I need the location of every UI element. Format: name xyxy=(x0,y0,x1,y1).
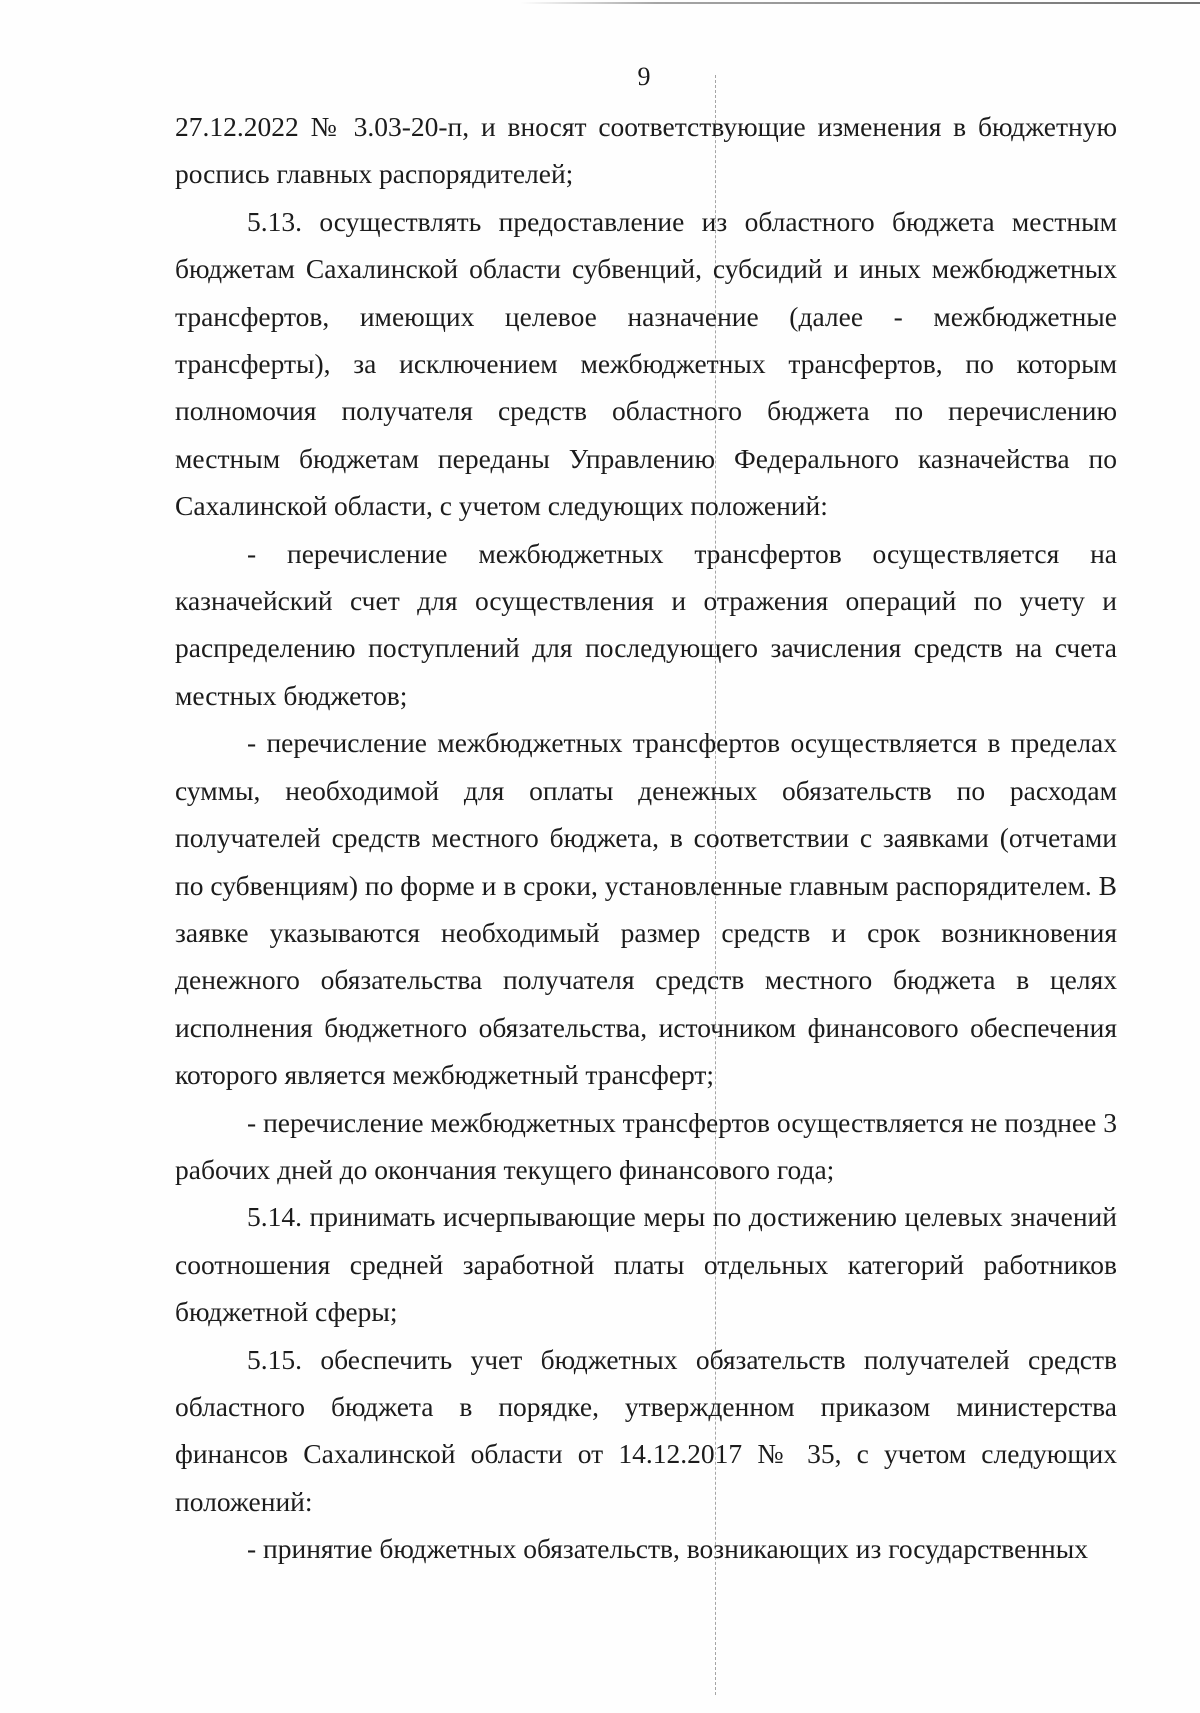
paragraph-bullet-2: - перечисление межбюджетных трансфертов осуществляется в пределах суммы, необходимой для оплаты денежных обязательств по расходам получателей средств местного бюджета, в соответствии с заявками (отчетами по субвенциям) по форме и в сроки, установленные главным распорядителем. В заявке указываются необходимый размер средств и срок возникновения денежного обязательства получателя средств местного бюджета в целях исполнения бюджетного обязательства, источником финансового обеспечения которого является межбюджетный трансферт; xyxy=(175,727,1117,1091)
paragraph-bullet-4: - принятие бюджетных обязательств, возникающих из государственных xyxy=(247,1533,1088,1565)
paragraph-continuation: 27.12.2022 № 3.03-20-п, и вносят соответствующие изменения в бюджетную роспись главных распорядителей; xyxy=(175,111,1117,190)
paragraph-5-13: 5.13. осуществлять предоставление из областного бюджета местным бюджетам Сахалинской области субвенций, субсидий и иных межбюджетных трансфертов, имеющих целевое назначение (далее - межбюджетные трансферты), за исключением межбюджетных трансфертов, по которым полномочия получателя средств областного бюджета по перечислению местным бюджетам переданы Управлению Федерального казначейства по Сахалинской области, с учетом следующих положений: xyxy=(175,205,1117,522)
paragraph-bullet-1: - перечисление межбюджетных трансфертов осуществляется на казначейский счет для осуществления и отражения операций по учету и распределению поступлений для последующего зачисления средств на счета местных бюджетов; xyxy=(175,537,1117,711)
document-body xyxy=(175,103,1117,1573)
top-edge-rule xyxy=(520,2,1200,4)
paragraph-5-14: 5.14. принимать исчерпывающие меры по достижению целевых значений соотношения средней заработной платы отдельных категорий работников бюджетной сферы; xyxy=(175,1201,1117,1328)
page-number: 9 xyxy=(637,62,651,91)
paragraph-bullet-3: - перечисление межбюджетных трансфертов осуществляется не позднее 3 рабочих дней до окончания текущего финансового года; xyxy=(175,1106,1117,1185)
paragraph-5-15: 5.15. обеспечить учет бюджетных обязательств получателей средств областного бюджета в порядке, утвержденном приказом министерства финансов Сахалинской области от 14.12.2017 № 35, с учетом следующих положений: xyxy=(175,1343,1117,1517)
